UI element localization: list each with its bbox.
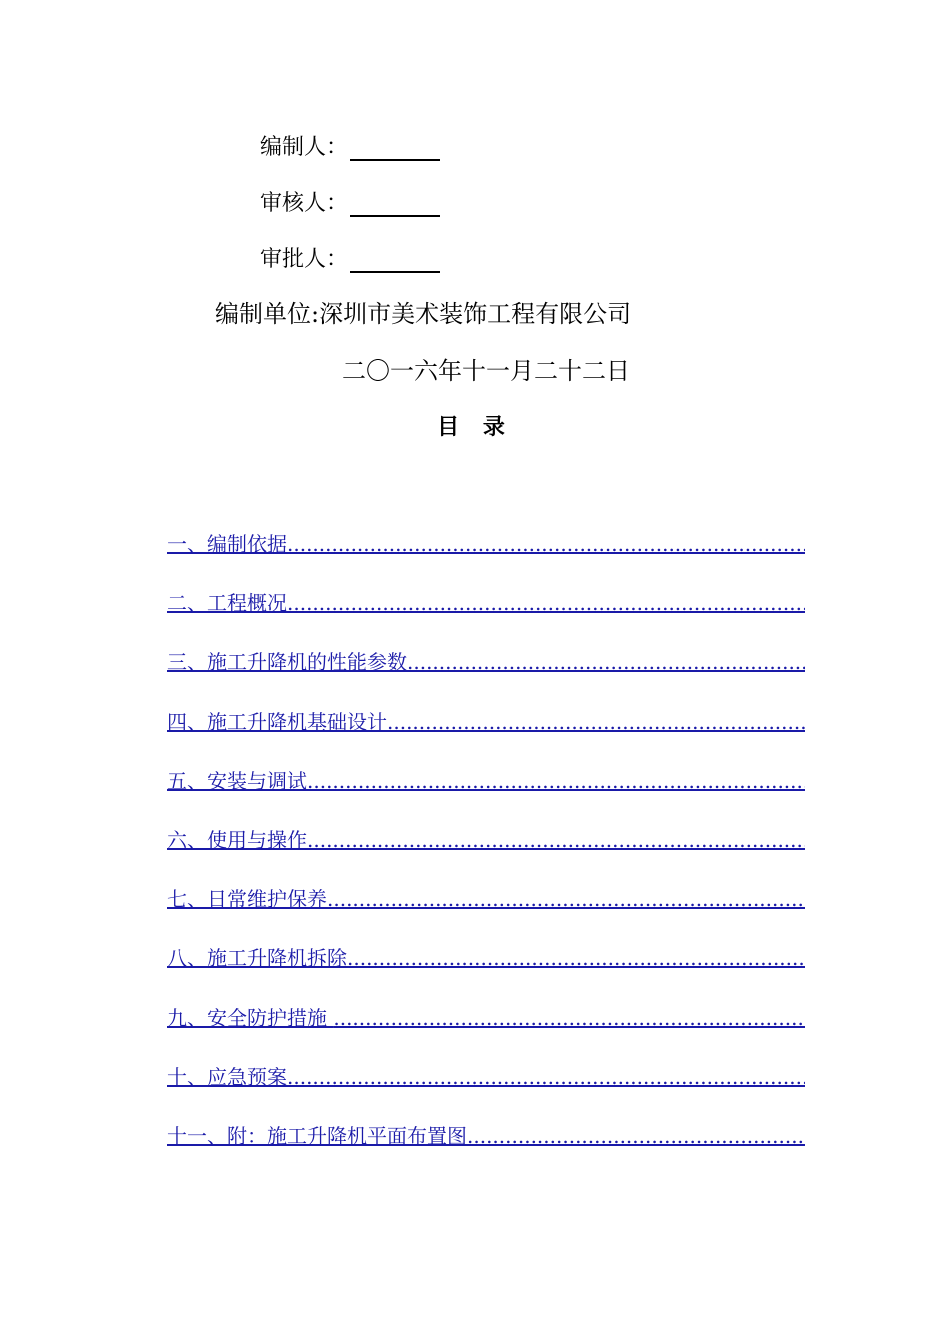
toc-entry — [167, 589, 805, 648]
toc-entry — [167, 648, 805, 707]
toc-entry-label: 二、工程概况 — [167, 591, 287, 616]
toc-link-7[interactable] — [167, 885, 805, 913]
toc-entry-label: 三、施工升降机的性能参数 — [167, 650, 407, 675]
toc-title: 目 录 — [437, 415, 513, 440]
toc-entry — [167, 1122, 805, 1181]
approver-signature-line — [350, 249, 440, 273]
toc-entry-label: 七、日常维护保养 — [167, 887, 327, 912]
compiler-signature-line — [350, 137, 440, 161]
toc-entry-label: 六、使用与操作 — [167, 827, 307, 852]
toc-entry-label: 十一、附：施工升降机平面布置图 — [167, 1123, 467, 1148]
toc-entry-label: 一、编制依据 — [167, 532, 287, 556]
signature-row-compiler — [260, 130, 440, 161]
reviewer-label: 审核人： — [260, 191, 349, 216]
toc-link-4[interactable] — [167, 708, 805, 736]
toc-link-5[interactable] — [167, 767, 805, 795]
toc-entry — [167, 1063, 805, 1122]
toc-leader-dots — [287, 530, 805, 558]
toc-leader-dots — [287, 589, 805, 617]
toc-entry — [167, 826, 805, 885]
toc-link-11[interactable] — [167, 1122, 805, 1150]
toc-leader-dots — [387, 708, 805, 736]
organization-line: 编制单位:深圳市美术装饰工程有限公司 — [215, 300, 632, 328]
toc-leader-dots — [347, 944, 805, 972]
toc-entry — [167, 708, 805, 767]
toc-leader-dots — [407, 648, 805, 676]
toc-link-10[interactable] — [167, 1063, 805, 1091]
toc-leader-dots — [287, 1063, 805, 1091]
toc-link-8[interactable] — [167, 944, 805, 972]
toc-entry — [167, 767, 805, 826]
signature-row-reviewer — [260, 186, 440, 217]
toc-leader-dots — [467, 1122, 805, 1150]
toc-entry — [167, 530, 805, 589]
toc-entry-label: 五、安装与调试 — [167, 768, 307, 793]
toc-entry-label: 十、应急预案 — [167, 1064, 287, 1089]
toc-link-6[interactable] — [167, 826, 805, 854]
toc-leader-dots — [307, 767, 805, 795]
toc-link-3[interactable] — [167, 648, 805, 676]
toc-entry-label: 四、施工升降机基础设计 — [167, 709, 387, 734]
compiler-label: 编制人： — [260, 135, 349, 160]
reviewer-signature-line — [350, 193, 440, 217]
signature-row-approver — [260, 242, 440, 273]
toc-entry — [167, 944, 805, 1003]
toc-entry-label: 九、安全防护措施 — [167, 1005, 334, 1030]
toc-link-9[interactable] — [167, 1004, 805, 1032]
toc-entry — [167, 1004, 805, 1063]
toc-leader-dots — [333, 1004, 805, 1032]
toc-link-2[interactable] — [167, 589, 805, 617]
toc-entry — [167, 885, 805, 944]
toc-link-1[interactable] — [167, 530, 805, 558]
toc-leader-dots — [327, 885, 805, 913]
table-of-contents — [167, 530, 805, 1181]
toc-leader-dots — [307, 826, 805, 854]
toc-entry-label: 八、施工升降机拆除 — [167, 946, 347, 971]
date-line: 二〇一六年十一月二十二日 — [342, 357, 630, 385]
approver-label: 审批人： — [260, 247, 349, 272]
